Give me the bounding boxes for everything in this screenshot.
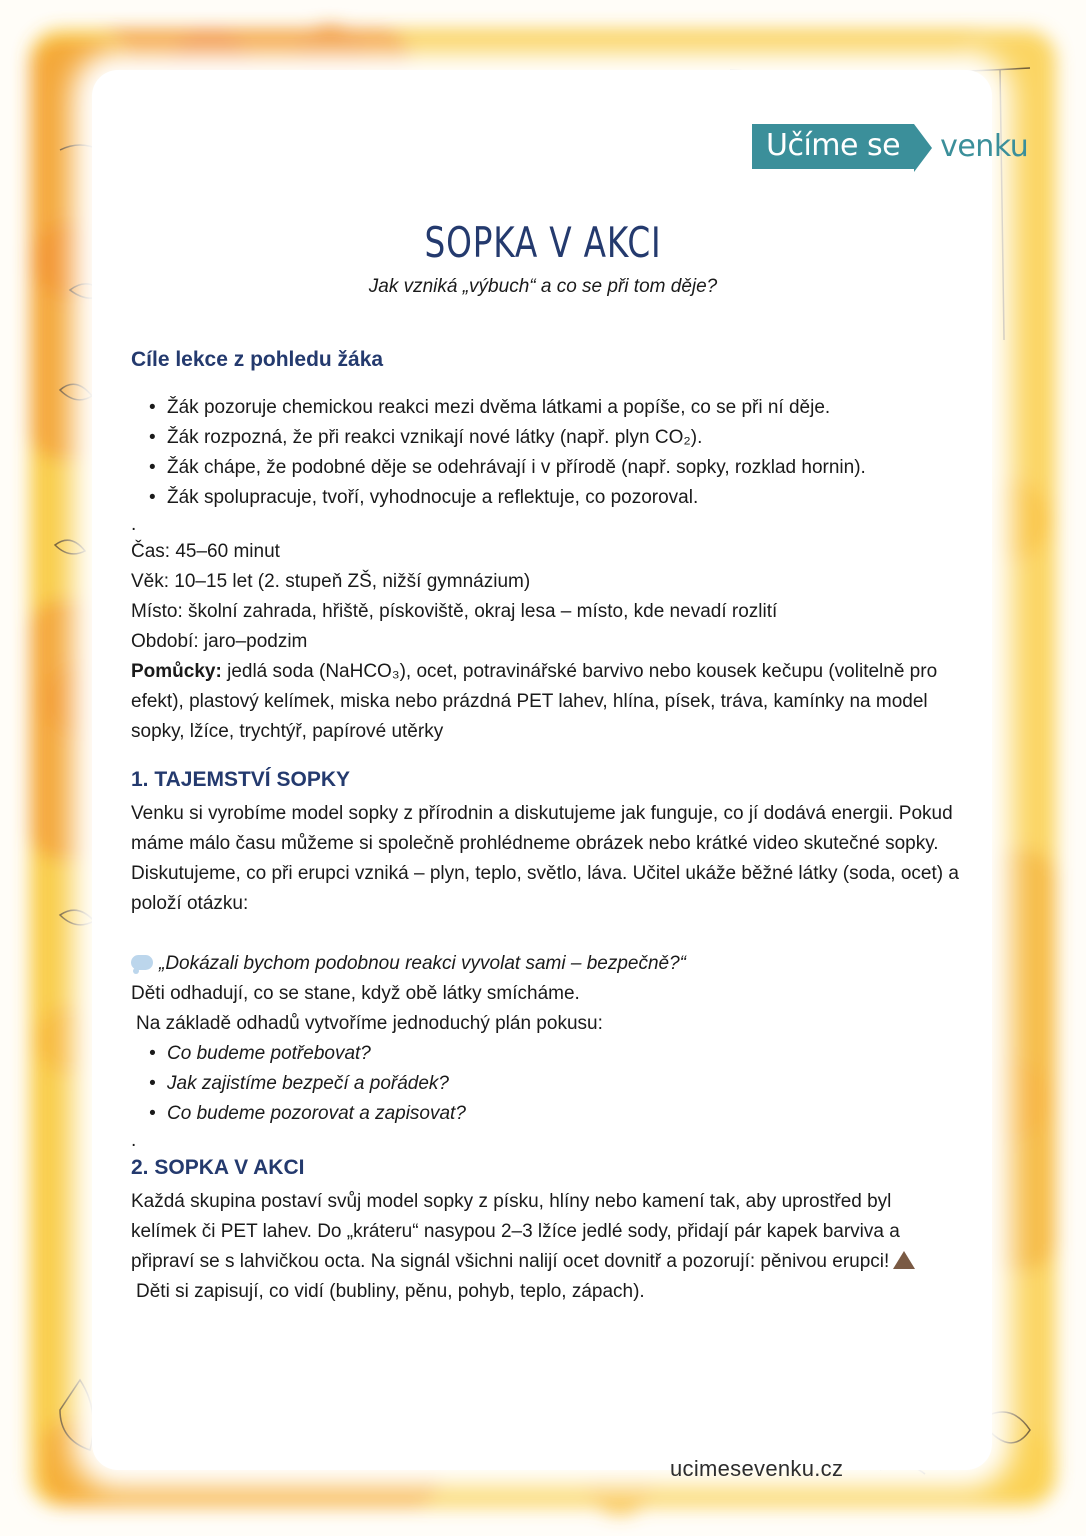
info-season: Období: jaro–podzim [131,631,308,652]
footer-website: ucimesevenku.cz [670,1456,844,1481]
logo-box-text: Učíme se [752,124,914,169]
info-age: Věk: 10–15 let (2. stupeň ZŠ, nižší gymnázium) [131,571,531,592]
section1-line1: Děti odhadují, co se stane, když obě látky smícháme. [131,983,580,1004]
thought-bubble-icon [131,955,153,970]
info-place: Místo: školní zahrada, hřiště, pískoviště, okraj lesa – místo, kde nevadí rozlití [131,601,778,622]
section1-text: Venku si vyrobíme model sopky z přírodnin a diskutujeme jak funguje, co jí dodává energii. Pokud máme málo času můžeme si společně prohlédneme obrázek nebo krátké video skutečné sopky. Diskutujeme, co při erupci vzniká – plyn, teplo, světlo, láva. Učitel ukáže běžné látky (soda, ocet) a položí otázku: [131,803,959,914]
page-title: SOPKA V AKCI [424,218,662,267]
main-content [131,345,961,1307]
list-item: • Žák rozpozná, že při reakci vznikají nové látky (např. plyn CO₂). [167,423,961,453]
section2-line: Děti si zapisují, co vidí (bubliny, pěnu, pohyb, teplo, zápach). [136,1281,645,1302]
brand-logo [752,122,1028,170]
list-item: • Co budeme potřebovat? [167,1039,961,1069]
logo-word: venku [940,128,1029,164]
question-text: „Dokázali bychom podobnou reakci vyvolat sami – bezpečně?“ [159,953,686,974]
section1-question [131,949,961,979]
plan-list [131,1039,961,1129]
goals-heading: Cíle lekce z pohledu žáka [131,348,384,371]
list-item: • Žák chápe, že podobné děje se odehrávají i v přírodě (např. sopky, rozklad hornin). [167,453,961,483]
list-item: • Jak zajistíme bezpečí a pořádek? [167,1069,961,1099]
supplies-label: Pomůcky: [131,661,222,682]
section2-body: Každá skupina postaví svůj model sopky z písku, hlíny nebo kamení tak, aby uprostřed byl kelímek či PET lahev. Do „kráteru“ nasypou 2–3 lžíce jedlé sody, přidají pár kapek barviva a připraví se s lahvičkou octa. Na signál všichni nalijí ocet dovnitř a pozorují: pěnivou erupci! [131,1191,900,1272]
section1-line2: Na základě odhadů vytvoříme jednoduchý plán pokusu: [136,1013,603,1034]
separator-dot: . [131,1130,137,1151]
info-supplies [131,657,961,747]
section1-heading: 1. TAJEMSTVÍ SOPKY [131,768,350,791]
list-item: • Žák pozoruje chemickou reakci mezi dvěma látkami a popíše, co se při ní děje. [167,393,961,423]
list-item: • Žák spolupracuje, tvoří, vyhodnocuje a reflektuje, co pozoroval. [167,483,961,513]
volcano-icon [893,1251,915,1269]
info-time: Čas: 45–60 minut [131,541,280,562]
section2-text [131,1187,961,1277]
supplies-text: jedlá soda (NaHCO₃), ocet, potravinářské barvivo nebo kousek kečupu (volitelně pro efekt), plastový kelímek, miska nebo prázdná PET lahev, hlína, písek, tráva, kamínky na model sopky, lžíce, trychtýř, papírové utěrky [131,661,938,742]
goals-list [131,393,961,513]
page-subtitle: Jak vzniká „výbuch“ a co se při tom děje? [368,276,718,297]
separator-dot: . [131,514,137,535]
list-item: • Co budeme pozorovat a zapisovat? [167,1099,961,1129]
section2-heading: 2. SOPKA V AKCI [131,1156,305,1179]
